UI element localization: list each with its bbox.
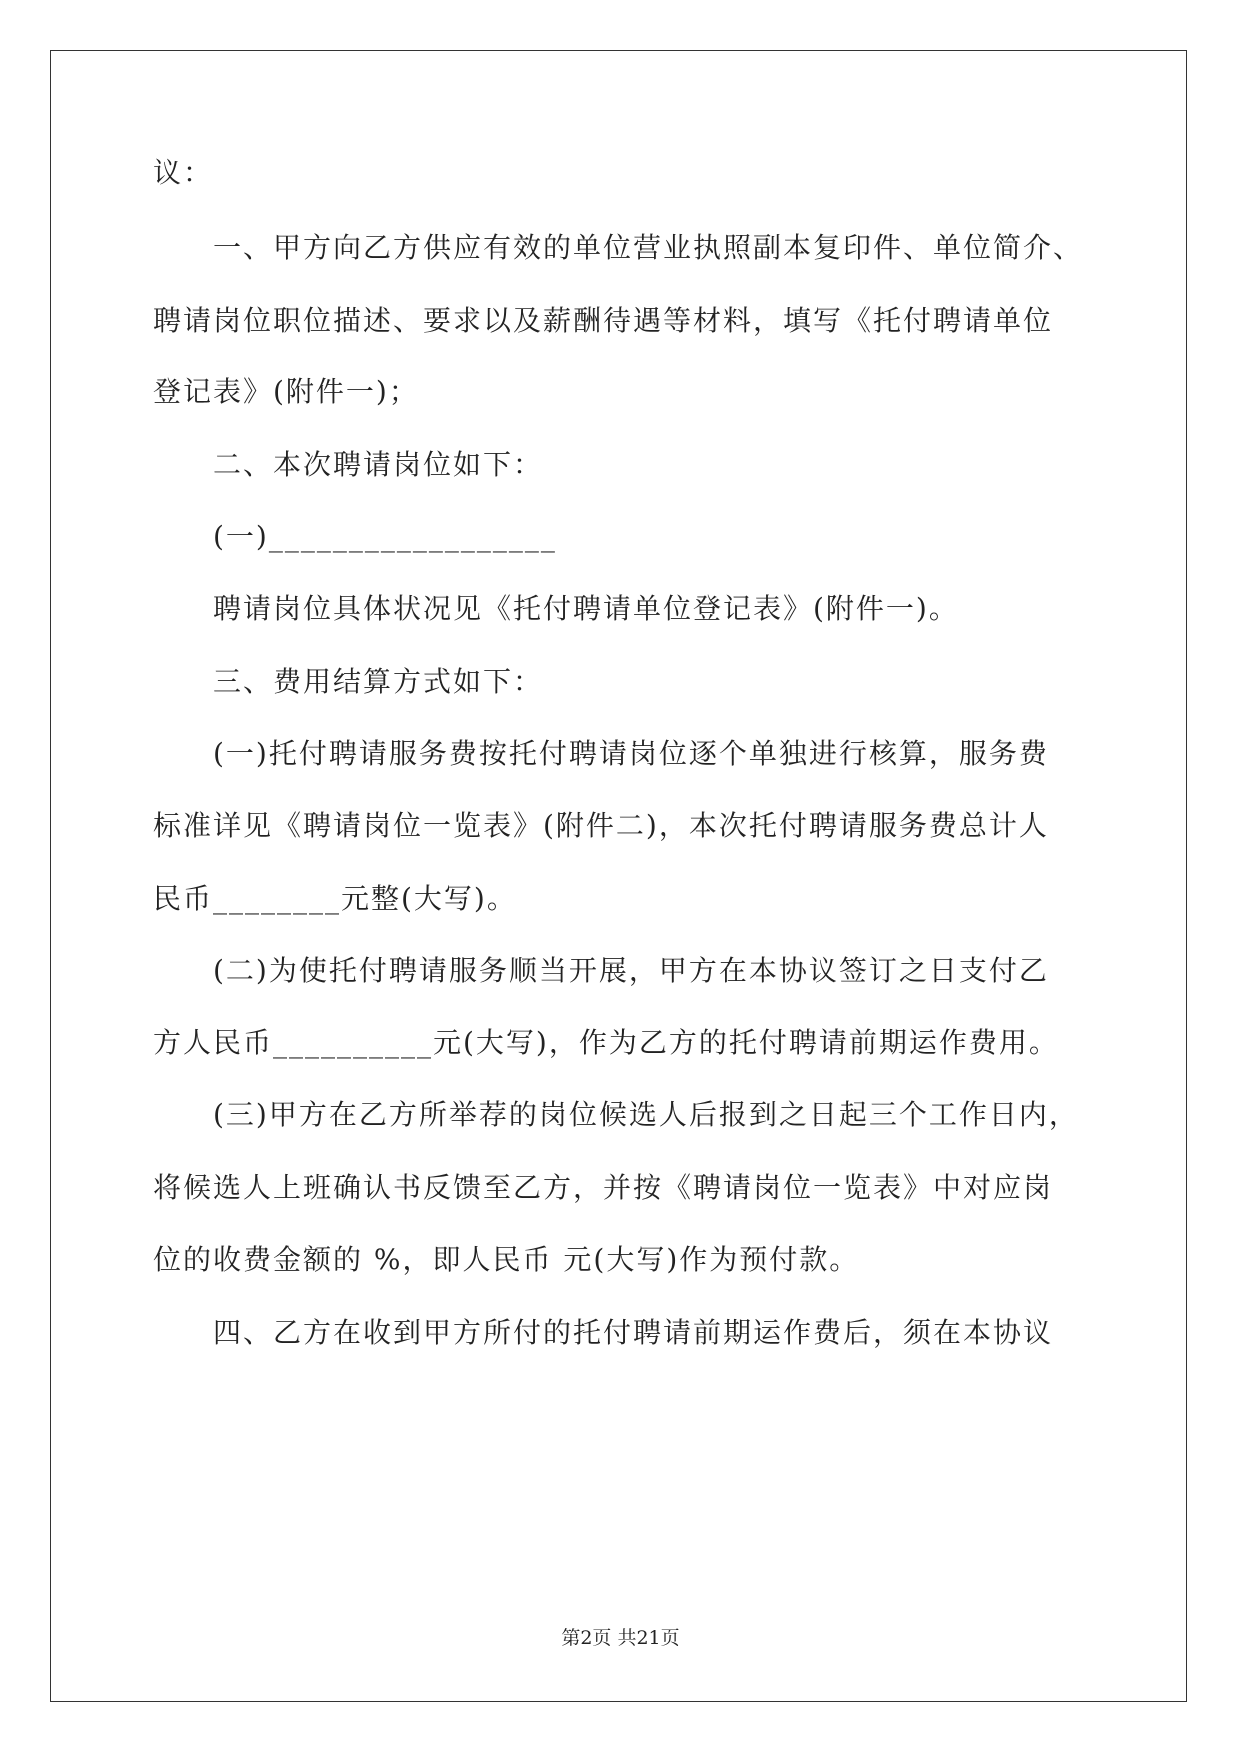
page-number-footer: 第2页 共21页 [561, 1627, 680, 1649]
paragraph-clause-1: 一、甲方向乙方供应有效的单位营业执照副本复印件、单位简介、 [213, 231, 1084, 264]
text-line: 议： [153, 156, 214, 189]
text-line: 位的收费金额的 %，即人民币 元(大写)作为预付款。 [153, 1243, 860, 1276]
text-line: (一)托付聘请服务费按托付聘请岗位逐个单独进行核算，服务费 [213, 737, 1049, 770]
paragraph-clause-2: 二、本次聘请岗位如下： [213, 448, 544, 481]
paragraph-clause-3: 三、费用结算方式如下： [213, 665, 544, 698]
text-line: 将候选人上班确认书反馈至乙方，并按《聘请岗位一览表》中对应岗 [153, 1171, 1054, 1204]
text-line: 聘请岗位职位描述、要求以及薪酬待遇等材料，填写《托付聘请单位 [153, 304, 1054, 337]
text-line: 登记表》(附件一)； [153, 375, 419, 408]
text-line: 标准详见《聘请岗位一览表》(附件二)，本次托付聘请服务费总计人 [153, 809, 1049, 842]
page-border [50, 50, 1187, 1702]
blank-position-field: (一)__________________ [213, 520, 557, 553]
text-line: 聘请岗位具体状况见《托付聘请单位登记表》(附件一)。 [213, 592, 959, 625]
text-line: 民币________元整(大写)。 [153, 882, 517, 915]
text-line: 方人民币__________元(大写)，作为乙方的托付聘请前期运作费用。 [153, 1026, 1059, 1059]
text-line: (三)甲方在乙方所举荐的岗位候选人后报到之日起三个工作日内， [213, 1098, 1079, 1131]
paragraph-clause-4: 四、乙方在收到甲方所付的托付聘请前期运作费后，须在本协议 [213, 1316, 1054, 1349]
text-line: (二)为使托付聘请服务顺当开展，甲方在本协议签订之日支付乙 [213, 954, 1049, 987]
